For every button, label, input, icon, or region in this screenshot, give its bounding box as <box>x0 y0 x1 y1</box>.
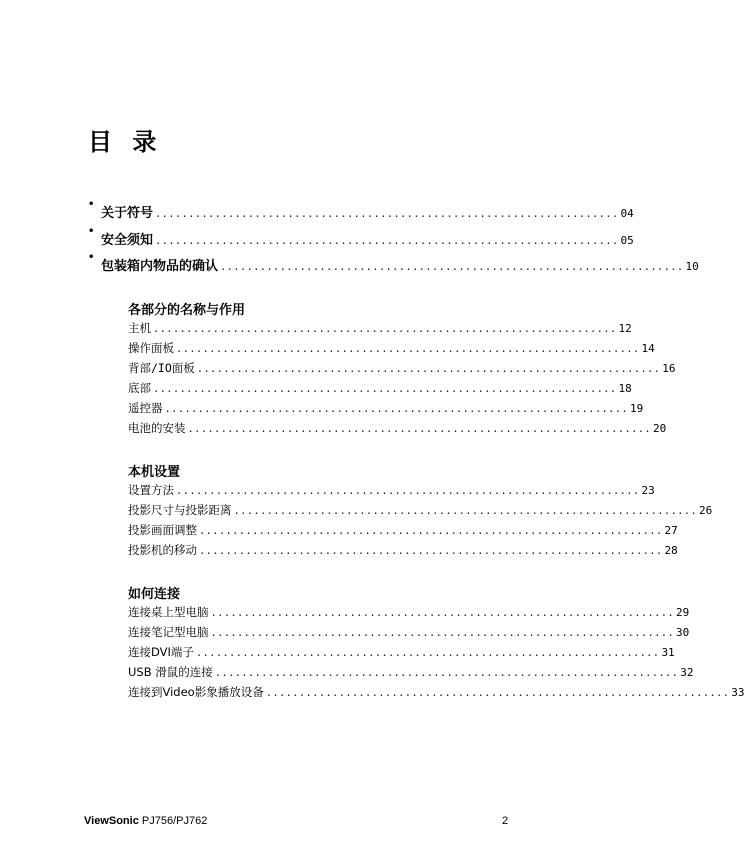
section-title: 各部分的名称与作用 <box>128 303 246 318</box>
toc-subentry-page: 23 <box>641 484 655 497</box>
toc-subentry-page: 32 <box>680 666 694 679</box>
toc-subentry-label: 操作面板 <box>128 341 174 355</box>
toc-entry-page: 10 <box>685 260 699 273</box>
toc-subentry[interactable] <box>128 664 694 684</box>
bullet-icon: • <box>88 252 95 263</box>
toc-subentry-page: 28 <box>664 544 678 557</box>
leader-dots: ...................................................................... <box>187 423 652 435</box>
leader-dots: ...................................................................... <box>195 647 660 659</box>
toc-subentry-page: 14 <box>641 342 655 355</box>
toc-subentry-page: 16 <box>662 362 676 375</box>
toc-subentry[interactable] <box>128 320 632 340</box>
footer-page-number: 2 <box>502 815 509 827</box>
toc-section-setup <box>128 461 713 562</box>
toc-subentry-label: 连接桌上型电脑 <box>128 605 209 619</box>
toc-subentry[interactable] <box>128 604 690 624</box>
toc-subentry-label: 投影尺寸与投影距离 <box>128 503 232 517</box>
toc-subentry-label: 背部/IO面板 <box>128 361 195 375</box>
leader-dots: ...................................................................... <box>155 208 619 220</box>
toc-section-parts <box>128 299 676 440</box>
toc-subentry[interactable] <box>128 482 655 502</box>
toc-entry-page: 05 <box>620 233 634 247</box>
leader-dots: ...................................................................... <box>199 545 663 557</box>
bullet-icon: • <box>88 199 95 210</box>
leader-dots: ...................................................................... <box>210 627 675 639</box>
toc-subentry-label: 连接笔记型电脑 <box>128 625 209 639</box>
toc-entry-label: 关于符号 <box>101 206 154 221</box>
toc-entry-page: 04 <box>620 207 634 220</box>
toc-section-connect <box>128 583 745 704</box>
leader-dots: ...................................................................... <box>153 383 617 395</box>
leader-dots: ...................................................................... <box>196 363 661 375</box>
leader-dots: ...................................................................... <box>176 343 640 355</box>
toc-subentry[interactable] <box>128 502 713 522</box>
toc-subentry-label: 遥控器 <box>128 401 163 415</box>
toc-subentry[interactable] <box>128 360 676 380</box>
section-title: 本机设置 <box>128 465 181 480</box>
page-title: 目 录 <box>88 128 163 156</box>
toc-entry-label: 安全须知 <box>101 232 154 248</box>
leader-dots: ...................................................................... <box>164 403 629 415</box>
toc-subentry-label: 投影机的移动 <box>128 543 197 557</box>
footer-model: PJ756/PJ762 <box>138 815 208 827</box>
toc-subentry[interactable] <box>128 420 667 440</box>
bullet-icon: • <box>88 225 95 237</box>
toc-subentry-page: 29 <box>676 606 690 619</box>
toc-subentry-page: 31 <box>661 646 675 659</box>
toc-subentry[interactable] <box>128 624 690 644</box>
leader-dots: ...................................................................... <box>210 607 675 619</box>
leader-dots: ...................................................................... <box>155 234 619 247</box>
toc-subentry-label: 设置方法 <box>128 483 174 497</box>
leader-dots: ...................................................................... <box>153 323 617 335</box>
toc-subentry-label: 投影画面调整 <box>128 523 197 537</box>
toc-subentry-label: 连接DVI端子 <box>128 645 194 659</box>
toc-subentry-label: 电池的安装 <box>128 421 186 435</box>
toc-subentry-label: 主机 <box>128 321 151 335</box>
toc-subentry-label: 底部 <box>128 381 151 395</box>
toc-entry-label: 包装箱内物品的确认 <box>101 259 219 274</box>
toc-subentry-page: 19 <box>630 402 644 415</box>
toc-subentry-page: 27 <box>664 524 678 537</box>
leader-dots: ...................................................................... <box>220 261 684 273</box>
toc-subentry-page: 20 <box>653 422 667 435</box>
leader-dots: ...................................................................... <box>233 505 698 517</box>
leader-dots: ...................................................................... <box>214 667 679 679</box>
toc-subentry-label: 连接到Video影象播放设备 <box>128 685 264 699</box>
leader-dots: ...................................................................... <box>176 485 640 497</box>
toc-subentry[interactable] <box>128 400 644 420</box>
toc-entry-symbols[interactable] <box>88 199 634 229</box>
toc-subentry-page: 30 <box>676 626 690 639</box>
toc-subentry[interactable] <box>128 684 745 704</box>
toc-subentry-page: 12 <box>618 322 632 335</box>
toc-subentry-page: 18 <box>618 382 632 395</box>
toc-subentry[interactable] <box>128 644 675 664</box>
section-title: 如何连接 <box>128 587 181 602</box>
footer-brand: ViewSonic <box>84 815 139 827</box>
toc-subentry[interactable] <box>128 542 678 562</box>
footer-product <box>84 815 207 827</box>
toc-subentry[interactable] <box>128 522 678 542</box>
leader-dots: ...................................................................... <box>265 687 730 699</box>
main-toc-list <box>88 199 699 282</box>
toc-subentry-label: USB 滑鼠的连接 <box>128 665 213 679</box>
toc-entry-safety[interactable] <box>88 225 634 256</box>
toc-subentry-page: 33 <box>731 686 745 699</box>
toc-subentry[interactable] <box>128 340 655 360</box>
leader-dots: ...................................................................... <box>199 525 663 537</box>
toc-entry-package[interactable] <box>88 252 699 282</box>
toc-subentry[interactable] <box>128 380 632 400</box>
toc-subentry-page: 26 <box>699 504 713 517</box>
